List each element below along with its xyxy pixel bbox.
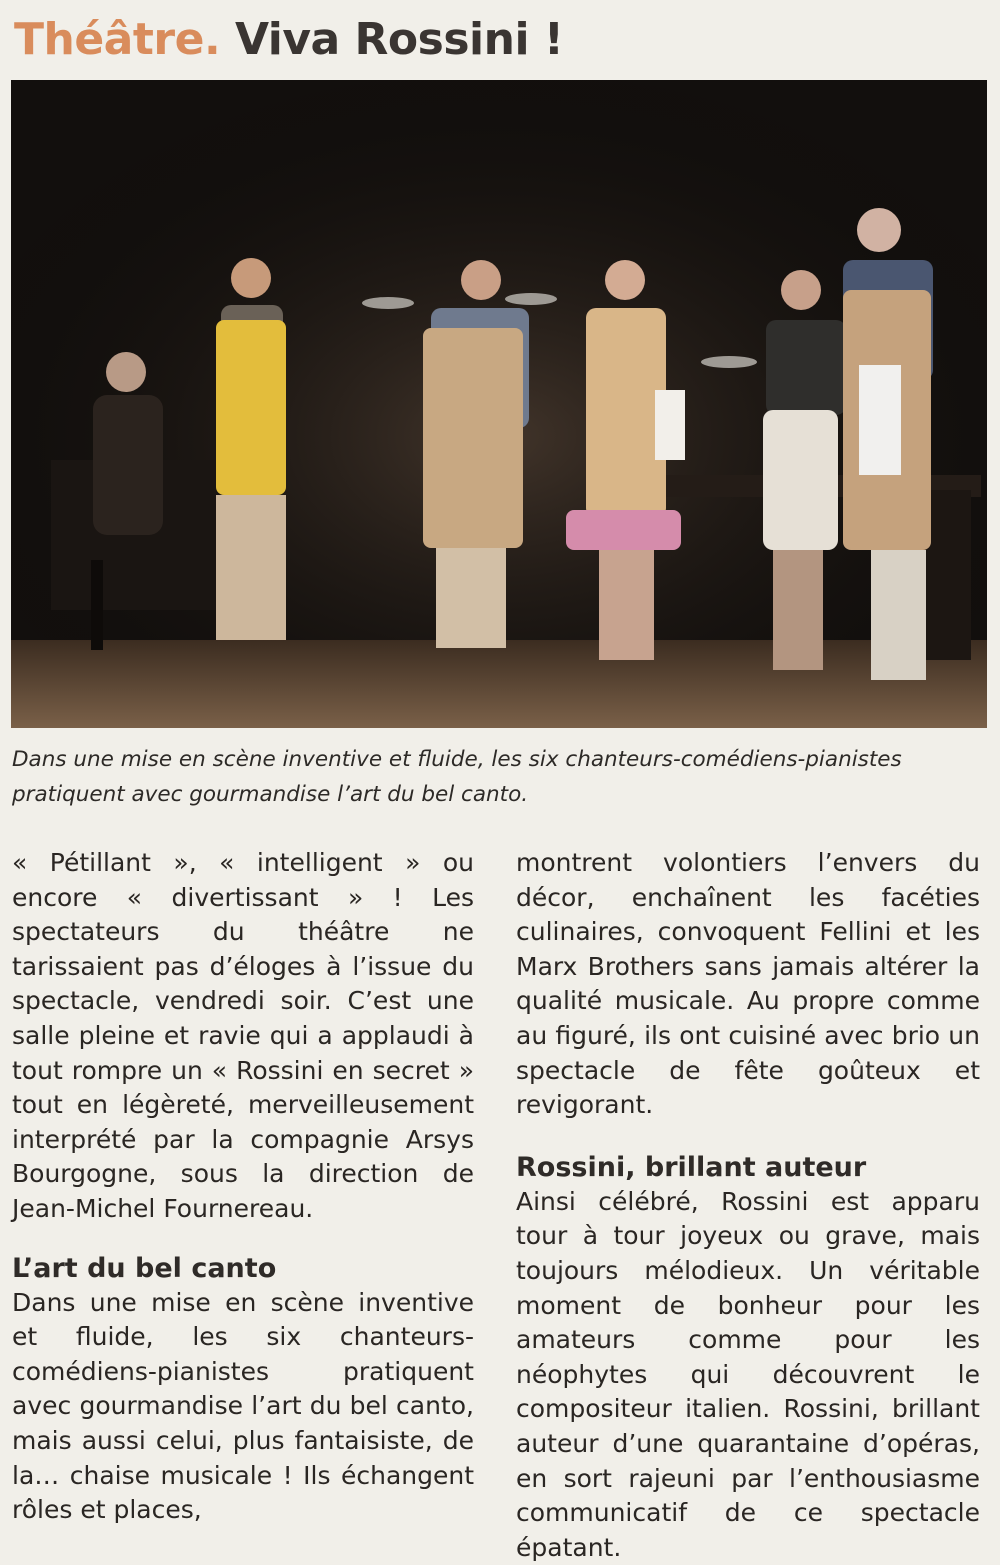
article-column-right (516, 846, 980, 1565)
photo-caption: Dans une mise en scène inventive et fluide, les six chanteurs-comédiens-pianistes pratiquent avec gourmandise l’art du bel canto. (12, 747, 902, 807)
article-column-left (12, 846, 474, 1528)
section-kicker: Théâtre. (14, 14, 221, 65)
closing-paragraph: Ainsi célébré, Rossini est apparu tour à tour joyeux ou grave, mais toujours mélodieux. Un véritable moment de bonheur pour les amateurs comme pour les néophytes qui découvrent le compositeur italien. Rossini, brillant auteur d’une quarantaine d’opéras, en sort rajeuni par l’enthousiasme communicatif de ce spectacle épatant. (516, 1186, 980, 1562)
stage-photo-icon (11, 80, 987, 728)
subheading-bel-canto: L’art du bel canto (12, 1252, 277, 1284)
article-title: Viva Rossini ! (235, 14, 564, 65)
continuation-paragraph: montrent volontiers l’envers du décor, enchaînent les facéties culinaires, convoquent Fellini et les Marx Brothers sans jamais altérer la qualité musicale. Au propre comme au figuré, ils ont cuisiné avec brio un spectacle de fête goûteux et revigorant. (516, 848, 980, 1120)
performer-1 (216, 258, 286, 640)
subheading-rossini-auteur: Rossini, brillant auteur (516, 1151, 867, 1183)
intro-paragraph: « Pétillant », « intelligent » ou encore « divertissant » ! Les spectateurs du théâtre ne tarissaient pas d’éloges à l’issue du spectacle, vendredi soir. C’est une salle pleine et ravie qui a applaudi à tout rompre un « Rossini en secret » tout en légèreté, merveilleusement interprété par la compagnie Arsys Bourgogne, sous la direction de Jean-Michel Fournereau. (12, 848, 474, 1223)
stage-photo (11, 80, 987, 728)
bel-canto-paragraph: Dans une mise en scène inventive et fluide, les six chanteurs-comédiens-pianistes pratiquent avec gourmandise l’art du bel canto, mais aussi celui, plus fantaisiste, de la… chaise musicale ! Ils échangent rôles et places, (12, 1287, 474, 1525)
article-headline (14, 12, 563, 68)
